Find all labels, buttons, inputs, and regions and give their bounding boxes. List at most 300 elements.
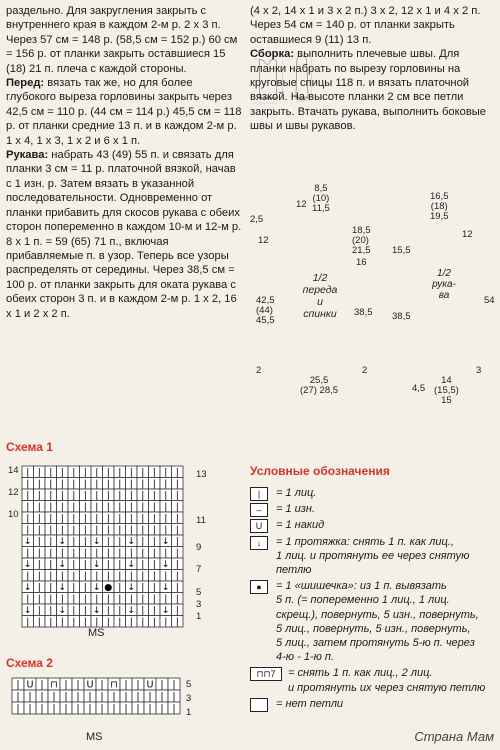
- grid-symbol: |: [16, 679, 20, 691]
- schema1-row-number: 11: [196, 515, 206, 526]
- grid-symbol: |: [37, 604, 41, 616]
- grid-symbol: |: [118, 512, 122, 524]
- grid-symbol: |: [100, 691, 104, 703]
- grid-symbol: |: [129, 501, 133, 513]
- grid-symbol: ↓: [92, 558, 101, 570]
- grid-symbol: |: [160, 679, 164, 691]
- grid-symbol: |: [160, 691, 164, 703]
- grid-symbol: |: [148, 703, 152, 715]
- grid-symbol: |: [160, 703, 164, 715]
- schema1-row-number: 12: [8, 487, 19, 498]
- schema2-row-number: 1: [186, 707, 192, 718]
- legend-item: [250, 486, 495, 500]
- grid-symbol: |: [152, 466, 156, 478]
- grid-symbol: ↓: [161, 604, 170, 616]
- grid-symbol: |: [106, 616, 110, 628]
- grid-symbol: ↓: [58, 535, 67, 547]
- dim-12-left: 12: [258, 235, 269, 246]
- grid-symbol: |: [60, 478, 64, 490]
- grid-symbol: |: [129, 466, 133, 478]
- grid-symbol: |: [37, 524, 41, 536]
- schema1-title: Схема 1: [6, 440, 53, 454]
- grid-symbol: |: [16, 691, 20, 703]
- grid-symbol: |: [118, 466, 122, 478]
- grid-symbol: |: [37, 489, 41, 501]
- grid-symbol: |: [106, 547, 110, 559]
- grid-symbol: |: [83, 478, 87, 490]
- grid-symbol: |: [83, 512, 87, 524]
- grid-symbol: |: [83, 570, 87, 582]
- grid-symbol: |: [40, 703, 44, 715]
- grid-symbol: |: [175, 466, 179, 478]
- grid-symbol: |: [106, 466, 110, 478]
- grid-symbol: |: [72, 604, 76, 616]
- grid-symbol: |: [76, 691, 80, 703]
- grid-symbol: |: [152, 616, 156, 628]
- grid-symbol: |: [72, 524, 76, 536]
- grid-symbol: |: [175, 478, 179, 490]
- grid-symbol: |: [141, 547, 145, 559]
- grid-symbol: |: [175, 593, 179, 605]
- grid-symbol: |: [72, 547, 76, 559]
- grid-symbol: U: [86, 679, 94, 691]
- grid-symbol: |: [26, 547, 30, 559]
- grid-symbol: |: [118, 535, 122, 547]
- grid-symbol: ↓: [58, 604, 67, 616]
- grid-symbol: |: [26, 593, 30, 605]
- legend-text: = нет петли: [276, 697, 344, 710]
- grid-symbol: |: [148, 691, 152, 703]
- grid-symbol: |: [49, 524, 53, 536]
- grid-symbol: |: [129, 478, 133, 490]
- grid-symbol: |: [164, 512, 168, 524]
- grid-symbol: |: [60, 547, 64, 559]
- grid-symbol: |: [175, 558, 179, 570]
- grid-symbol: |: [164, 524, 168, 536]
- legend-text: = 1 «шишечка»: из 1 п. вывязать 5 п. (= попеременно 1 лиц., 1 лиц. скрещ.), повернуть, 5 изн., повернуть, 5 лиц., повернуть, 5 изн., повернуть, 5 лиц., затем протянуть 5-ю п. через 4-ю - 1-ю п.: [276, 580, 479, 664]
- front-heading: Перед:: [6, 77, 45, 90]
- grid-symbol: |: [164, 593, 168, 605]
- schema2-title: Схема 2: [6, 656, 53, 670]
- dim-sleeve-4-5: 4,5: [412, 383, 426, 394]
- grid-symbol: |: [118, 547, 122, 559]
- grid-symbol: ↓: [127, 558, 136, 570]
- grid-symbol: |: [152, 581, 156, 593]
- grid-symbol: |: [64, 691, 68, 703]
- grid-symbol: |: [172, 703, 176, 715]
- grid-symbol: |: [106, 558, 110, 570]
- grid-symbol: |: [106, 535, 110, 547]
- grid-symbol: |: [124, 703, 128, 715]
- legend-item: [250, 535, 495, 578]
- grid-symbol: |: [124, 691, 128, 703]
- grid-symbol: |: [49, 558, 53, 570]
- dim-shoulder: 12: [296, 199, 307, 210]
- grid-symbol: |: [60, 570, 64, 582]
- front-text: вязать так же, но для более глубокого выреза горловины закрыть через 42,5 см = 110 р. (44 см = 114 р.) 45,5 см = 118 р. от планки средние 13 п. и в каждом 2-м р. 1 х 4, 1 х 3, 1 х 2 и 6 х 1 п.: [6, 77, 242, 147]
- grid-symbol: |: [106, 604, 110, 616]
- grid-symbol: U: [146, 679, 154, 691]
- grid-symbol: |: [37, 478, 41, 490]
- grid-symbol: |: [49, 604, 53, 616]
- grid-symbol: |: [60, 524, 64, 536]
- grid-symbol: |: [83, 535, 87, 547]
- dim-16: 16: [356, 257, 367, 268]
- grid-symbol: |: [136, 703, 140, 715]
- grid-symbol: |: [72, 501, 76, 513]
- grid-symbol: |: [152, 478, 156, 490]
- grid-symbol: |: [83, 593, 87, 605]
- grid-symbol: |: [141, 524, 145, 536]
- grid-symbol: |: [49, 616, 53, 628]
- grid-symbol: |: [72, 489, 76, 501]
- grid-symbol: |: [49, 593, 53, 605]
- schema1-row-number: 7: [196, 564, 202, 575]
- grid-symbol: |: [106, 512, 110, 524]
- grid-symbol: |: [88, 691, 92, 703]
- schema1-row-number: 13: [196, 469, 207, 480]
- grid-symbol: |: [118, 489, 122, 501]
- schema1-row-number: 1: [196, 611, 202, 622]
- grid-symbol: |: [28, 691, 32, 703]
- grid-symbol: |: [129, 524, 133, 536]
- grid-symbol: |: [164, 547, 168, 559]
- grid-symbol: |: [37, 535, 41, 547]
- grid-symbol: |: [175, 570, 179, 582]
- grid-symbol: |: [26, 616, 30, 628]
- grid-symbol: |: [83, 524, 87, 536]
- grid-symbol: |: [118, 478, 122, 490]
- grid-symbol: |: [72, 535, 76, 547]
- body-label: 1/2 переда и спинки: [302, 272, 338, 320]
- grid-symbol: ↓: [23, 558, 32, 570]
- grid-symbol: |: [95, 489, 99, 501]
- grid-symbol: ↓: [58, 558, 67, 570]
- grid-symbol: |: [95, 547, 99, 559]
- watermark: Страна Мам: [414, 729, 494, 744]
- grid-symbol: |: [16, 703, 20, 715]
- dim-body-length: 42,5 (44) 45,5: [256, 295, 275, 326]
- grid-symbol: |: [112, 703, 116, 715]
- grid-symbol: |: [88, 703, 92, 715]
- grid-symbol: |: [129, 593, 133, 605]
- grid-symbol: |: [37, 570, 41, 582]
- grid-symbol: |: [136, 691, 140, 703]
- grid-symbol: U: [26, 679, 34, 691]
- assembly-text: выполнить плечевые швы. Для планки набрать по вырезу горловины на круговые спицы 118 п. и вязать платочной вязкой. На высоте планки 2 см все петли закрыть. Втачать рукава, выполнить боковые швы и швы рукавов.: [250, 48, 487, 133]
- grid-symbol: |: [60, 489, 64, 501]
- grid-symbol: |: [60, 593, 64, 605]
- grid-symbol: |: [49, 489, 53, 501]
- grid-symbol: |: [40, 691, 44, 703]
- grid-symbol: |: [141, 570, 145, 582]
- grid-symbol: |: [37, 616, 41, 628]
- grid-symbol: |: [95, 616, 99, 628]
- schema1-row-number: 5: [196, 587, 202, 598]
- grid-symbol: |: [118, 570, 122, 582]
- grid-symbol: |: [106, 478, 110, 490]
- legend-symbol: ↓: [250, 536, 268, 550]
- legend-text: = снять 1 п. как лиц., 2 лиц. и протянуть их через снятую петлю: [288, 667, 486, 694]
- grid-symbol: |: [118, 501, 122, 513]
- grid-symbol: |: [49, 535, 53, 547]
- grid-symbol: |: [118, 524, 122, 536]
- grid-symbol: |: [49, 466, 53, 478]
- grid-symbol: |: [175, 547, 179, 559]
- grid-symbol: |: [172, 691, 176, 703]
- grid-symbol: |: [60, 501, 64, 513]
- sleeve-label: 1/2 рука- ва: [432, 268, 456, 301]
- grid-symbol: |: [26, 489, 30, 501]
- grid-symbol: |: [95, 524, 99, 536]
- grid-symbol: |: [164, 489, 168, 501]
- paragraph-rounding: раздельно. Для закругления закрыть с внутреннего края в каждом 2-м р. 2 х 3 п. Через 57 см = 148 р. (58,5 см = 152 р.) 60 см = 156 р. от планки закрыть оставшиеся 15 (18) 21 п. плеча с каждой стороны.: [6, 5, 238, 75]
- grid-symbol: |: [118, 593, 122, 605]
- grid-symbol: |: [129, 489, 133, 501]
- grid-symbol: |: [26, 478, 30, 490]
- grid-symbol: |: [141, 535, 145, 547]
- legend-text: = 1 изн.: [276, 503, 315, 516]
- grid-symbol: |: [129, 570, 133, 582]
- grid-symbol: |: [152, 547, 156, 559]
- grid-symbol: ↓: [161, 581, 170, 593]
- grid-symbol: |: [129, 512, 133, 524]
- grid-symbol: |: [175, 489, 179, 501]
- grid-symbol: ↓: [127, 604, 136, 616]
- grid-symbol: |: [83, 616, 87, 628]
- grid-symbol: ↓: [92, 581, 101, 593]
- grid-symbol: |: [152, 570, 156, 582]
- grid-symbol: ●: [104, 581, 113, 593]
- dim-sleeve-15-5: 15,5: [392, 245, 411, 256]
- grid-symbol: ↓: [58, 581, 67, 593]
- grid-symbol: |: [72, 466, 76, 478]
- dim-neck-width: 8,5 (10) 11,5: [312, 183, 330, 214]
- grid-symbol: |: [124, 679, 128, 691]
- grid-symbol: |: [83, 466, 87, 478]
- grid-symbol: |: [37, 466, 41, 478]
- grid-symbol: |: [83, 558, 87, 570]
- grid-symbol: |: [106, 593, 110, 605]
- legend-symbol: |: [250, 487, 268, 501]
- legend-item: [250, 579, 495, 664]
- legend-item: [250, 697, 495, 711]
- dim-sleeve-12: 12: [462, 229, 473, 240]
- grid-symbol: |: [175, 616, 179, 628]
- dim-2-5: 2,5: [250, 214, 264, 225]
- legend-symbol: ⊓⊓7: [250, 667, 282, 681]
- grid-symbol: |: [49, 501, 53, 513]
- grid-symbol: |: [141, 512, 145, 524]
- grid-symbol: |: [72, 616, 76, 628]
- grid-symbol: |: [141, 616, 145, 628]
- grid-symbol: |: [175, 604, 179, 616]
- grid-symbol: |: [175, 535, 179, 547]
- grid-symbol: ↓: [127, 535, 136, 547]
- grid-symbol: |: [28, 703, 32, 715]
- grid-symbol: |: [37, 593, 41, 605]
- grid-symbol: |: [26, 570, 30, 582]
- dim-body-width: 25,5 (27) 28,5: [300, 375, 339, 396]
- grid-symbol: |: [72, 581, 76, 593]
- grid-symbol: |: [76, 679, 80, 691]
- schema1-row-number: 3: [196, 599, 202, 610]
- grid-symbol: |: [26, 501, 30, 513]
- grid-symbol: |: [72, 570, 76, 582]
- legend-title: Условные обозначения: [250, 464, 390, 478]
- grid-symbol: |: [141, 558, 145, 570]
- assembly-heading: Сборка:: [250, 48, 295, 61]
- grid-symbol: |: [100, 703, 104, 715]
- legend-symbol: U: [250, 519, 268, 533]
- grid-symbol: |: [152, 501, 156, 513]
- grid-symbol: |: [83, 489, 87, 501]
- grid-symbol: |: [164, 478, 168, 490]
- grid-symbol: ↓: [23, 604, 32, 616]
- grid-symbol: |: [60, 466, 64, 478]
- legend-item: [250, 518, 495, 532]
- dim-sleeve-3: 3: [476, 365, 482, 376]
- dim-hem-left: 2: [256, 365, 262, 376]
- grid-symbol: |: [37, 558, 41, 570]
- schema1-row-number: 9: [196, 542, 202, 553]
- grid-symbol: |: [152, 512, 156, 524]
- grid-symbol: |: [37, 512, 41, 524]
- grid-symbol: ⊓: [110, 679, 118, 691]
- grid-symbol: |: [106, 489, 110, 501]
- grid-symbol: |: [37, 581, 41, 593]
- legend-symbol: [250, 698, 268, 712]
- grid-symbol: |: [106, 570, 110, 582]
- grid-symbol: ↓: [92, 604, 101, 616]
- grid-symbol: |: [64, 703, 68, 715]
- grid-symbol: |: [175, 512, 179, 524]
- grid-symbol: |: [118, 616, 122, 628]
- grid-symbol: |: [95, 570, 99, 582]
- grid-symbol: |: [175, 524, 179, 536]
- legend-symbol: –: [250, 503, 268, 517]
- grid-symbol: |: [152, 604, 156, 616]
- grid-symbol: ↓: [92, 535, 101, 547]
- sleeves-text: набрать 43 (49) 55 п. и связать для планки 3 см = 11 р. платочной вязкой, начав с 1 изн. р. Затем вязать в указанной последовательности. Одновременно от планки прибавить для скосов рукава с обеих сторон попеременно в каждом 10-м и 12-м р. 8 х 1 п. = 59 (65) 71 п., включая прибавляемые п. в узор. Теперь все узоры распределять от середины. Через 38,5 см = 100 р. от планки закрыть для оката рукава с обеих сторон 3 п. и в каждом 2-м р. 1 х 2, 16 х 1 и 2 х 2 п.: [6, 149, 242, 320]
- grid-symbol: |: [95, 501, 99, 513]
- grid-symbol: |: [141, 593, 145, 605]
- grid-symbol: |: [100, 679, 104, 691]
- grid-symbol: |: [49, 547, 53, 559]
- grid-symbol: |: [49, 478, 53, 490]
- grid-symbol: |: [95, 512, 99, 524]
- grid-symbol: |: [95, 478, 99, 490]
- grid-symbol: |: [26, 466, 30, 478]
- grid-symbol: |: [164, 570, 168, 582]
- grid-symbol: |: [72, 478, 76, 490]
- grid-symbol: |: [118, 604, 122, 616]
- grid-symbol: |: [141, 489, 145, 501]
- schema1-row-number: 14: [8, 465, 19, 476]
- schema1-ms: MS: [88, 627, 105, 639]
- grid-symbol: |: [83, 501, 87, 513]
- grid-symbol: |: [129, 616, 133, 628]
- schema1-row-number: 10: [8, 509, 19, 520]
- legend-item: [250, 666, 495, 694]
- grid-symbol: |: [129, 547, 133, 559]
- grid-symbol: |: [95, 466, 99, 478]
- dim-sleeve-38-5: 38,5: [392, 311, 411, 322]
- grid-symbol: |: [141, 581, 145, 593]
- grid-symbol: |: [112, 691, 116, 703]
- grid-symbol: |: [83, 581, 87, 593]
- dim-sleeve-54: 54: [484, 295, 495, 306]
- grid-symbol: |: [60, 512, 64, 524]
- sleeves-heading: Рукава:: [6, 149, 49, 162]
- grid-symbol: ⊓: [50, 679, 58, 691]
- grid-symbol: |: [136, 679, 140, 691]
- dim-body-38-5: 38,5: [354, 307, 373, 318]
- grid-symbol: |: [164, 501, 168, 513]
- grid-symbol: |: [141, 466, 145, 478]
- grid-symbol: |: [152, 524, 156, 536]
- grid-symbol: ↓: [23, 535, 32, 547]
- grid-symbol: |: [118, 581, 122, 593]
- grid-symbol: |: [118, 558, 122, 570]
- legend-text: = 1 протяжка: снять 1 п. как лиц., 1 лиц. и протянуть ее через снятую петлю: [276, 535, 470, 577]
- grid-symbol: ↓: [161, 558, 170, 570]
- grid-symbol: |: [164, 466, 168, 478]
- grid-symbol: |: [72, 558, 76, 570]
- grid-symbol: |: [83, 547, 87, 559]
- grid-symbol: |: [172, 679, 176, 691]
- dim-sleeve-bottom: 14 (15,5) 15: [434, 375, 459, 406]
- grid-symbol: |: [49, 581, 53, 593]
- grid-symbol: |: [106, 524, 110, 536]
- grid-symbol: |: [49, 512, 53, 524]
- schema2-row-number: 3: [186, 693, 192, 704]
- grid-symbol: |: [49, 570, 53, 582]
- grid-symbol: |: [26, 524, 30, 536]
- grid-symbol: ↓: [23, 581, 32, 593]
- grid-symbol: |: [152, 558, 156, 570]
- paragraph-sleeve-cont: (4 х 2, 14 х 1 и 3 х 2 п.) 3 х 2, 12 х 1 и 4 х 2 п. Через 54 см = 140 р. от планки закрыть оставшиеся 9 (11) 13 п.: [250, 5, 481, 46]
- grid-symbol: ↓: [161, 535, 170, 547]
- grid-symbol: |: [52, 703, 56, 715]
- grid-symbol: |: [175, 501, 179, 513]
- grid-symbol: |: [152, 535, 156, 547]
- grid-symbol: |: [37, 547, 41, 559]
- dim-neck-depth: 18,5 (20) 21,5: [352, 225, 371, 256]
- grid-symbol: |: [141, 501, 145, 513]
- grid-symbol: |: [164, 616, 168, 628]
- grid-symbol: |: [72, 593, 76, 605]
- grid-symbol: |: [64, 679, 68, 691]
- dim-hem-right: 2: [362, 365, 368, 376]
- grid-symbol: |: [26, 512, 30, 524]
- legend-text: = 1 лиц.: [276, 487, 317, 499]
- legend-symbol: ●: [250, 580, 268, 594]
- grid-symbol: |: [72, 512, 76, 524]
- dim-sleeve-top: 16,5 (18) 19,5: [430, 191, 449, 222]
- grid-symbol: |: [141, 604, 145, 616]
- grid-symbol: |: [40, 679, 44, 691]
- grid-symbol: |: [152, 593, 156, 605]
- schema2-row-number: 5: [186, 679, 192, 690]
- grid-symbol: |: [175, 581, 179, 593]
- grid-symbol: |: [60, 616, 64, 628]
- grid-symbol: |: [106, 501, 110, 513]
- grid-symbol: |: [52, 691, 56, 703]
- grid-symbol: |: [76, 703, 80, 715]
- schema2-ms: MS: [86, 731, 103, 743]
- legend-text: = 1 накид: [276, 519, 325, 532]
